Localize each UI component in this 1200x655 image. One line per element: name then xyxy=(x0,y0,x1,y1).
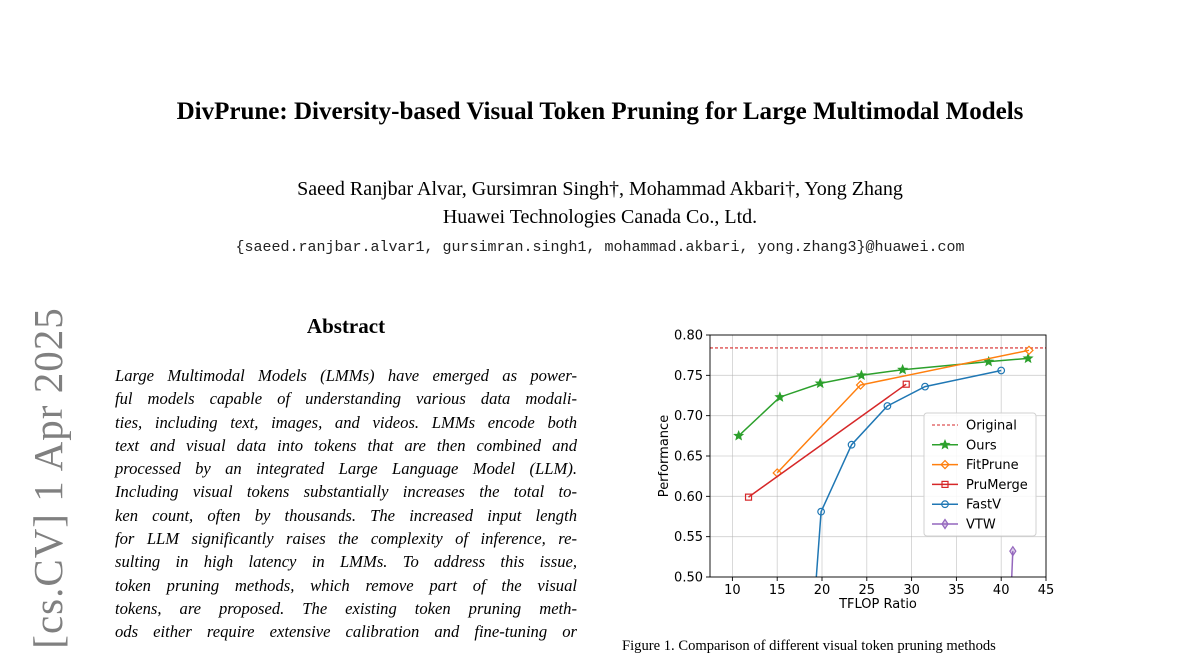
x-tick-label: 45 xyxy=(1037,583,1055,598)
abstract-line: processed by an integrated Large Language Model (LLM). xyxy=(115,459,577,479)
abstract-line: Including visual tokens substantially increases the total to- xyxy=(115,482,577,502)
abstract-line: ken count, often by thousands. The increased input length xyxy=(115,505,577,525)
series-line-prumerge xyxy=(749,384,907,497)
data-point-vtw xyxy=(1010,547,1016,556)
abstract-line: text and visual data into tokens that are then combined and xyxy=(115,435,577,455)
abstract-line: tokens, are proposed. The existing token pruning meth- xyxy=(115,598,577,618)
abstract-line: ods either require extensive calibration and fine-tuning or xyxy=(115,622,577,642)
author-list: Saeed Ranjbar Alvar, Gursimran Singh†, Mohammad Akbari†, Yong Zhang xyxy=(297,178,903,200)
abstract-line: sulting in high latency in LMMs. To address this issue, xyxy=(115,552,577,572)
figure-1 xyxy=(640,322,1060,622)
legend-label: Original xyxy=(966,418,1017,434)
x-tick-label: 35 xyxy=(948,583,965,598)
y-tick-label: 0.70 xyxy=(674,409,703,425)
legend-label: FastV xyxy=(966,497,1002,513)
y-tick-label: 0.60 xyxy=(674,489,703,505)
data-point-ours xyxy=(898,365,908,374)
abstract-line: ties, including text, images, and videos. LMMs encode both xyxy=(115,412,577,432)
legend-label: VTW xyxy=(966,517,996,533)
x-tick-label: 30 xyxy=(903,583,920,598)
x-tick-label: 15 xyxy=(768,583,786,598)
abstract-line: token pruning methods, which remove part of the visual xyxy=(115,575,577,595)
abstract-line: ful models capable of understanding various data modali- xyxy=(115,389,577,409)
x-tick-label: 25 xyxy=(858,583,876,598)
data-point-ours xyxy=(1023,353,1033,362)
data-point-ours xyxy=(857,370,867,379)
legend-label: FitPrune xyxy=(966,458,1019,474)
data-point-ours xyxy=(815,378,825,387)
affiliation: Huawei Technologies Canada Co., Ltd. xyxy=(442,206,758,228)
x-tick-label: 20 xyxy=(813,583,831,598)
abstract-line: for LLM significantly raises the complexity of inference, re- xyxy=(115,529,577,549)
abstract-line: Large Multimodal Models (LMMs) have emerged as power- xyxy=(115,366,577,385)
y-tick-label: 0.80 xyxy=(674,328,703,344)
abstract-body xyxy=(115,364,577,644)
abstract-heading: Abstract xyxy=(306,314,386,338)
paper-title: DivPrune: Diversity-based Visual Token Pruning for Large Multimodal Models xyxy=(176,98,1024,125)
legend-label: PruMerge xyxy=(966,477,1028,493)
x-tick-label: 40 xyxy=(992,583,1010,598)
y-tick-label: 0.50 xyxy=(674,570,703,586)
arxiv-side-stamp xyxy=(22,307,74,649)
email-list: {saeed.ranjbar.alvar1, gursimran.singh1, mohammad.akbari, yong.zhang3}@huawei.com xyxy=(235,239,965,256)
y-tick-label: 0.55 xyxy=(674,530,703,546)
y-axis-label: Performance xyxy=(657,414,672,498)
performance-chart xyxy=(640,322,1060,622)
legend-label: Ours xyxy=(966,438,997,454)
figure-caption: Figure 1. Comparison of different visual token pruning methods xyxy=(622,638,996,654)
legend xyxy=(924,413,1036,536)
arxiv-stamp-text: [cs.CV] 1 Apr 2025 xyxy=(25,307,71,649)
x-axis-label: TFLOP Ratio xyxy=(839,597,917,612)
x-tick-label: 10 xyxy=(724,583,741,598)
y-tick-label: 0.65 xyxy=(674,449,703,465)
y-tick-label: 0.75 xyxy=(674,368,703,384)
